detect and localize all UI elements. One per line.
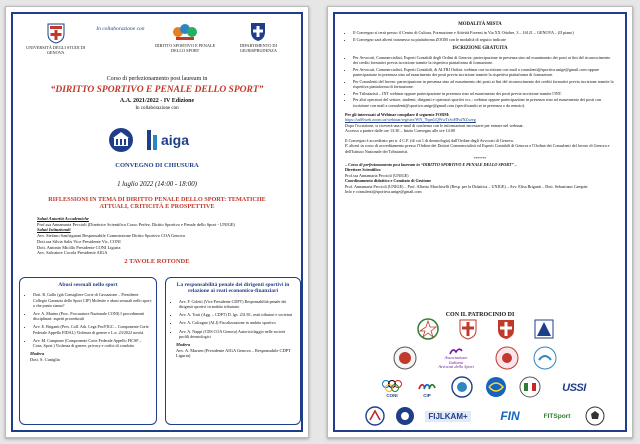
convegno-title: CONVEGNO DI CHIUSURA: [115, 162, 199, 169]
webinar-access: Accesso a partire dalle ore 13:30 – Inizio Convegno alle ore 14:00: [345, 128, 456, 134]
info-line: Coordinamento didattico e Comitato di Gestione: [345, 178, 431, 184]
round-table-1-title: Abusi sessuali nello sport: [58, 282, 118, 288]
fitsport-logo: [539, 406, 575, 426]
page-1-border: [11, 12, 303, 432]
fin-logo: [495, 406, 525, 426]
collab-line: In collaborazione con: [135, 106, 179, 112]
aiga-text: aiga: [161, 132, 190, 148]
iscrizione-item: • Per Avvocati, Commercialisti, Esperti Contabili degli Ordini di Genova: partecipazione in presenza sino ad esaurimento dei posti ai fini del riconoscimento dei crediti formativi previa iscrizione tramite la rispettiva piattaforma di formazione.: [353, 55, 615, 66]
speaker-item: • Avv. M. Campione (Componente Corte Federale Appello FICSF – Cons. Sport.) Violenza di genere, privacy e codici di condotta: [33, 338, 152, 348]
info-line: Info e consulenti@sportiva.unige@gmail.com: [345, 189, 422, 195]
saluti-line: Dott. Antonio Micillo Presidente CONI Liguria: [37, 244, 121, 250]
dept-crest-icon: [250, 22, 266, 42]
unige-logo: [19, 22, 92, 56]
unige-label: UNIVERSITÀ DEGLI STUDI DI GENOVA: [26, 45, 86, 55]
crediti-line: Il Convegno è accreditato per n. 4 C.F. (di cui 1 di deontologia) dall'Ordine degli Avvocati di Genova.: [345, 137, 514, 143]
info-line: Prof. Annamaria Peccioli (UNIGE) – Prof. Alberto Marchiselli (Resp. per la Didattica – UNIGE) – Avv. Elisa Briganti – Dott. Sebastiano Campisi: [345, 183, 588, 189]
fig-icon: [395, 406, 415, 426]
edition: A.A. 2021/2022 - IV Edizione: [119, 98, 195, 105]
aias-line: Associazione: [444, 355, 468, 361]
speaker-item: • Avv. A. Calcagno (ALI) Fiscalizzazione in ambito sportivo: [179, 320, 296, 325]
ordine-icon: [533, 318, 555, 340]
speaker-item: • Avv. A. Tosti (Agg. – CDPT) D. lgs. 231/01, reati tributari e societari: [179, 312, 296, 317]
stella-ditalia-icon: [417, 318, 439, 340]
patrocinio-title: CON IL PATROCINIO DI: [445, 312, 515, 318]
modalita-item: • Il Convegno si terrà presso il Centro di Cultura, Formazione e Attività Forensi in Via XX Ottobre, 3 – 16121 – GENOVA – (II piano): [353, 30, 615, 35]
dept-label: DIPARTIMENTO DI GIURISPRUDENZA: [239, 43, 277, 53]
aiga-mark-icon: [146, 129, 158, 151]
cip-logo: [415, 376, 439, 400]
iscrizione-item: • Per Consulenti del lavoro: partecipazione in presenza sino ad esaurimento dei posti ai fini del riconoscimento dei crediti formativi previa iscrizione tramite la rispettiva piattaforma di formazione.: [353, 79, 615, 90]
saluti-accademiche-label: Saluti Autorità Accademiche: [37, 216, 89, 221]
iscrizione-title: ISCRIZIONE GRATUITA: [452, 46, 508, 52]
saluti-line: Avv. Stefano Sanfrignani Responsabile Commissione Diritto Sportivo COA Genova: [37, 233, 185, 239]
rose-seal-icon: [495, 346, 519, 370]
iscrizione-item: • Per altri operatori del settore, studenti, dirigenti e operatori sportivi ecc.: webinar oppure partecipazione in presenza sino ad esaurimento dei posti con iscrizione con mail a consulenti@sportiva.unige@gmail.com (specificando se in presenza o da remoto).: [353, 97, 615, 108]
webinar-link[interactable]: https://us06web.zoom.us/webinar/register/WN_7hpnGQWwTsSoHFaJNZxzeg: [345, 117, 476, 123]
saluti-block: [37, 216, 277, 256]
olympic-rings-icon: [381, 379, 403, 393]
flag-badge-icon: [519, 376, 541, 398]
aias-line: Avvocati dello Sport: [438, 364, 474, 370]
comune-genova-icon: [495, 318, 517, 340]
coni-text: CONI: [386, 392, 398, 398]
fin-text: FIN: [500, 409, 520, 423]
saluti-line: Dott.ssa Silvia Salis Vice Presidente Vic. CONI: [37, 238, 121, 244]
round-table-2-title: La responsabilità penale dei dirigenti sportivi in relazione ai reati economico-finanziari: [176, 282, 290, 295]
ussi-text: USSI: [562, 382, 586, 394]
speaker-item: • Avv. A. Nappi (CDS COA Genova) Autoriciclaggio nelle società profili deontologici: [179, 329, 296, 339]
flyer-page-1: [5, 6, 309, 438]
event-info: [345, 20, 615, 195]
speaker-item: • Avv. F. Coletti (Vice Presidente CDFT) Responsabilità penale dei dirigenti sportivi in ambito tributario: [179, 299, 296, 309]
unige-crest-icon: [46, 22, 66, 44]
coa-genova-logo-icon: [108, 127, 134, 153]
fipav-icon: [485, 376, 507, 398]
hands-icon: [533, 346, 557, 370]
fidal-icon: [365, 406, 385, 426]
dsps-balls-icon: [172, 22, 198, 42]
round-table-1: [19, 277, 157, 425]
ussi-logo: [555, 378, 593, 398]
webinar-label: Per gli interessati al Webinar compilare il seguente FORM:: [345, 111, 450, 117]
header-logos: [19, 22, 295, 64]
separator-stars: ******: [473, 156, 487, 162]
info-line: Direttore Scientifico: [345, 167, 381, 173]
aias-logo: [427, 344, 485, 372]
dsps-label: DIRITTO SPORTIVO E PENALE DELLO SPORT: [155, 43, 216, 53]
page-2-border: [333, 12, 627, 432]
speaker-item: • Dott. R. Gallo (già Consigliere Corte di Cassazione – Presidente Collegio Garanzia dello Sport CIP) Molestie e abusi sessuali nello sport: a che punto siamo?: [33, 292, 152, 308]
moderator-label: Modera: [176, 342, 191, 348]
round-table-2: [165, 277, 301, 425]
fitsport-text: FITSport: [543, 412, 571, 420]
moderator-label: Modera: [30, 351, 45, 357]
crediti-line: E' altresì in corso di accreditamento presso l'Ordine dei Dottori Commercialisti ed Esperti Contabili di Genova e l'Ordine dei Consulenti del lavoro di Genova e dell'Istituto Nazionale dei Tributaristi.: [345, 143, 610, 154]
saluti-line: Avv. Salvatore Cocola Presidente AIGA: [37, 250, 108, 256]
dept-logo: [222, 22, 295, 54]
fijlkam-text: FIJLKAM+: [425, 411, 470, 422]
iscrizione-item: • Per Tributaristi – INT webinar oppure partecipazione in presenza sino ad esaurimento dei posti previa iscrizione tramite l'INT.: [353, 91, 615, 96]
course-title: “DIRITTO SPORTIVO E PENALE DELLO SPORT”: [50, 85, 264, 95]
fijlkam-logo: [423, 407, 473, 425]
info-line: Prof.ssa Annamaria Peccioli (UNIGE): [345, 172, 409, 178]
flyer-page-2: [327, 6, 633, 438]
partner-logos: [108, 127, 189, 153]
federation-badge-icon: [451, 376, 473, 398]
webinar-note: Dopo l'iscrizione, si riceverà una e-mail di conferma con le informazioni necessarie per entrare nel webinar.: [345, 122, 524, 128]
course-line: Corso di perfezionamento post lauream in: [106, 76, 208, 82]
aias-line: Italiana: [449, 359, 463, 365]
coni-logo: [379, 376, 405, 400]
collaboration-text: In collaborazione con: [96, 26, 145, 32]
dsps-logo: [149, 22, 222, 54]
cip-text: CIP: [423, 392, 431, 398]
moderator-name: Avv. A. Marsen (Presidente AIGA Genova – Responsabile CDPT Liguria): [176, 347, 291, 359]
info-title: – Corso di perfezionamento post lauream in “DIRITTO SPORTIVO E PENALE DELLO SPORT” –: [345, 161, 517, 167]
reflections-title: RIFLESSIONI IN TEMA DI DIRITTO PENALE DELLO SPORT: TEMATICHE ATTUALI, CRITICITÀ E PROSPETTIVE: [48, 196, 266, 211]
ball-icon: [585, 406, 605, 426]
saluti-istituzionali-label: Saluti Istituzionali: [37, 227, 71, 233]
iscrizione-item: • Per Avvocati, Commercialisti, Esperti Contabili, di ALTRI Ordini: webinar con iscrizione con mail a consulenti@sportiva.unige@gmail.com oppure partecipazione in presenza sino ad esaurimento dei posti previa iscrizione tramite la rispettiva piattaforma di formazione.: [353, 67, 615, 78]
regione-liguria-icon: [457, 318, 479, 340]
seal-icon: [393, 346, 417, 370]
speaker-item: • Avv. A. Marino (Proc. Procuratore Nazionale CONI) I procedimenti disciplinari: aspetti procedurali: [33, 311, 152, 321]
tavole-rotonde: 2 TAVOLE ROTONDE: [124, 258, 190, 265]
convegno-date: 1 luglio 2022 (14:00 - 18:00): [117, 181, 197, 188]
saluti-line: Prof.ssa Annamaria Peccioli (Direttrice Scientifica Corso Perfez. Diritto Sportivo e Penale dello Sport - UNIGE): [37, 221, 236, 227]
paralympic-icon: [417, 379, 437, 393]
modalita-title: MODALITÀ MISTA: [458, 22, 502, 27]
modalita-item: • Il Convegno sarà altresì trasmesso su piattaforma ZOOM con le modalità di seguito indicate: [353, 37, 615, 42]
aiga-logo: [146, 129, 189, 151]
speaker-item: • Avv. E. Briganti (Pres. Coll. Arb. Lega Pro/FIGC – Componente Corte Federale Appello FIDAL) Violenza di genere e L.n. 23/2022 novità: [33, 324, 152, 334]
moderator-name: Dott. S. Cuniglia: [30, 357, 60, 363]
